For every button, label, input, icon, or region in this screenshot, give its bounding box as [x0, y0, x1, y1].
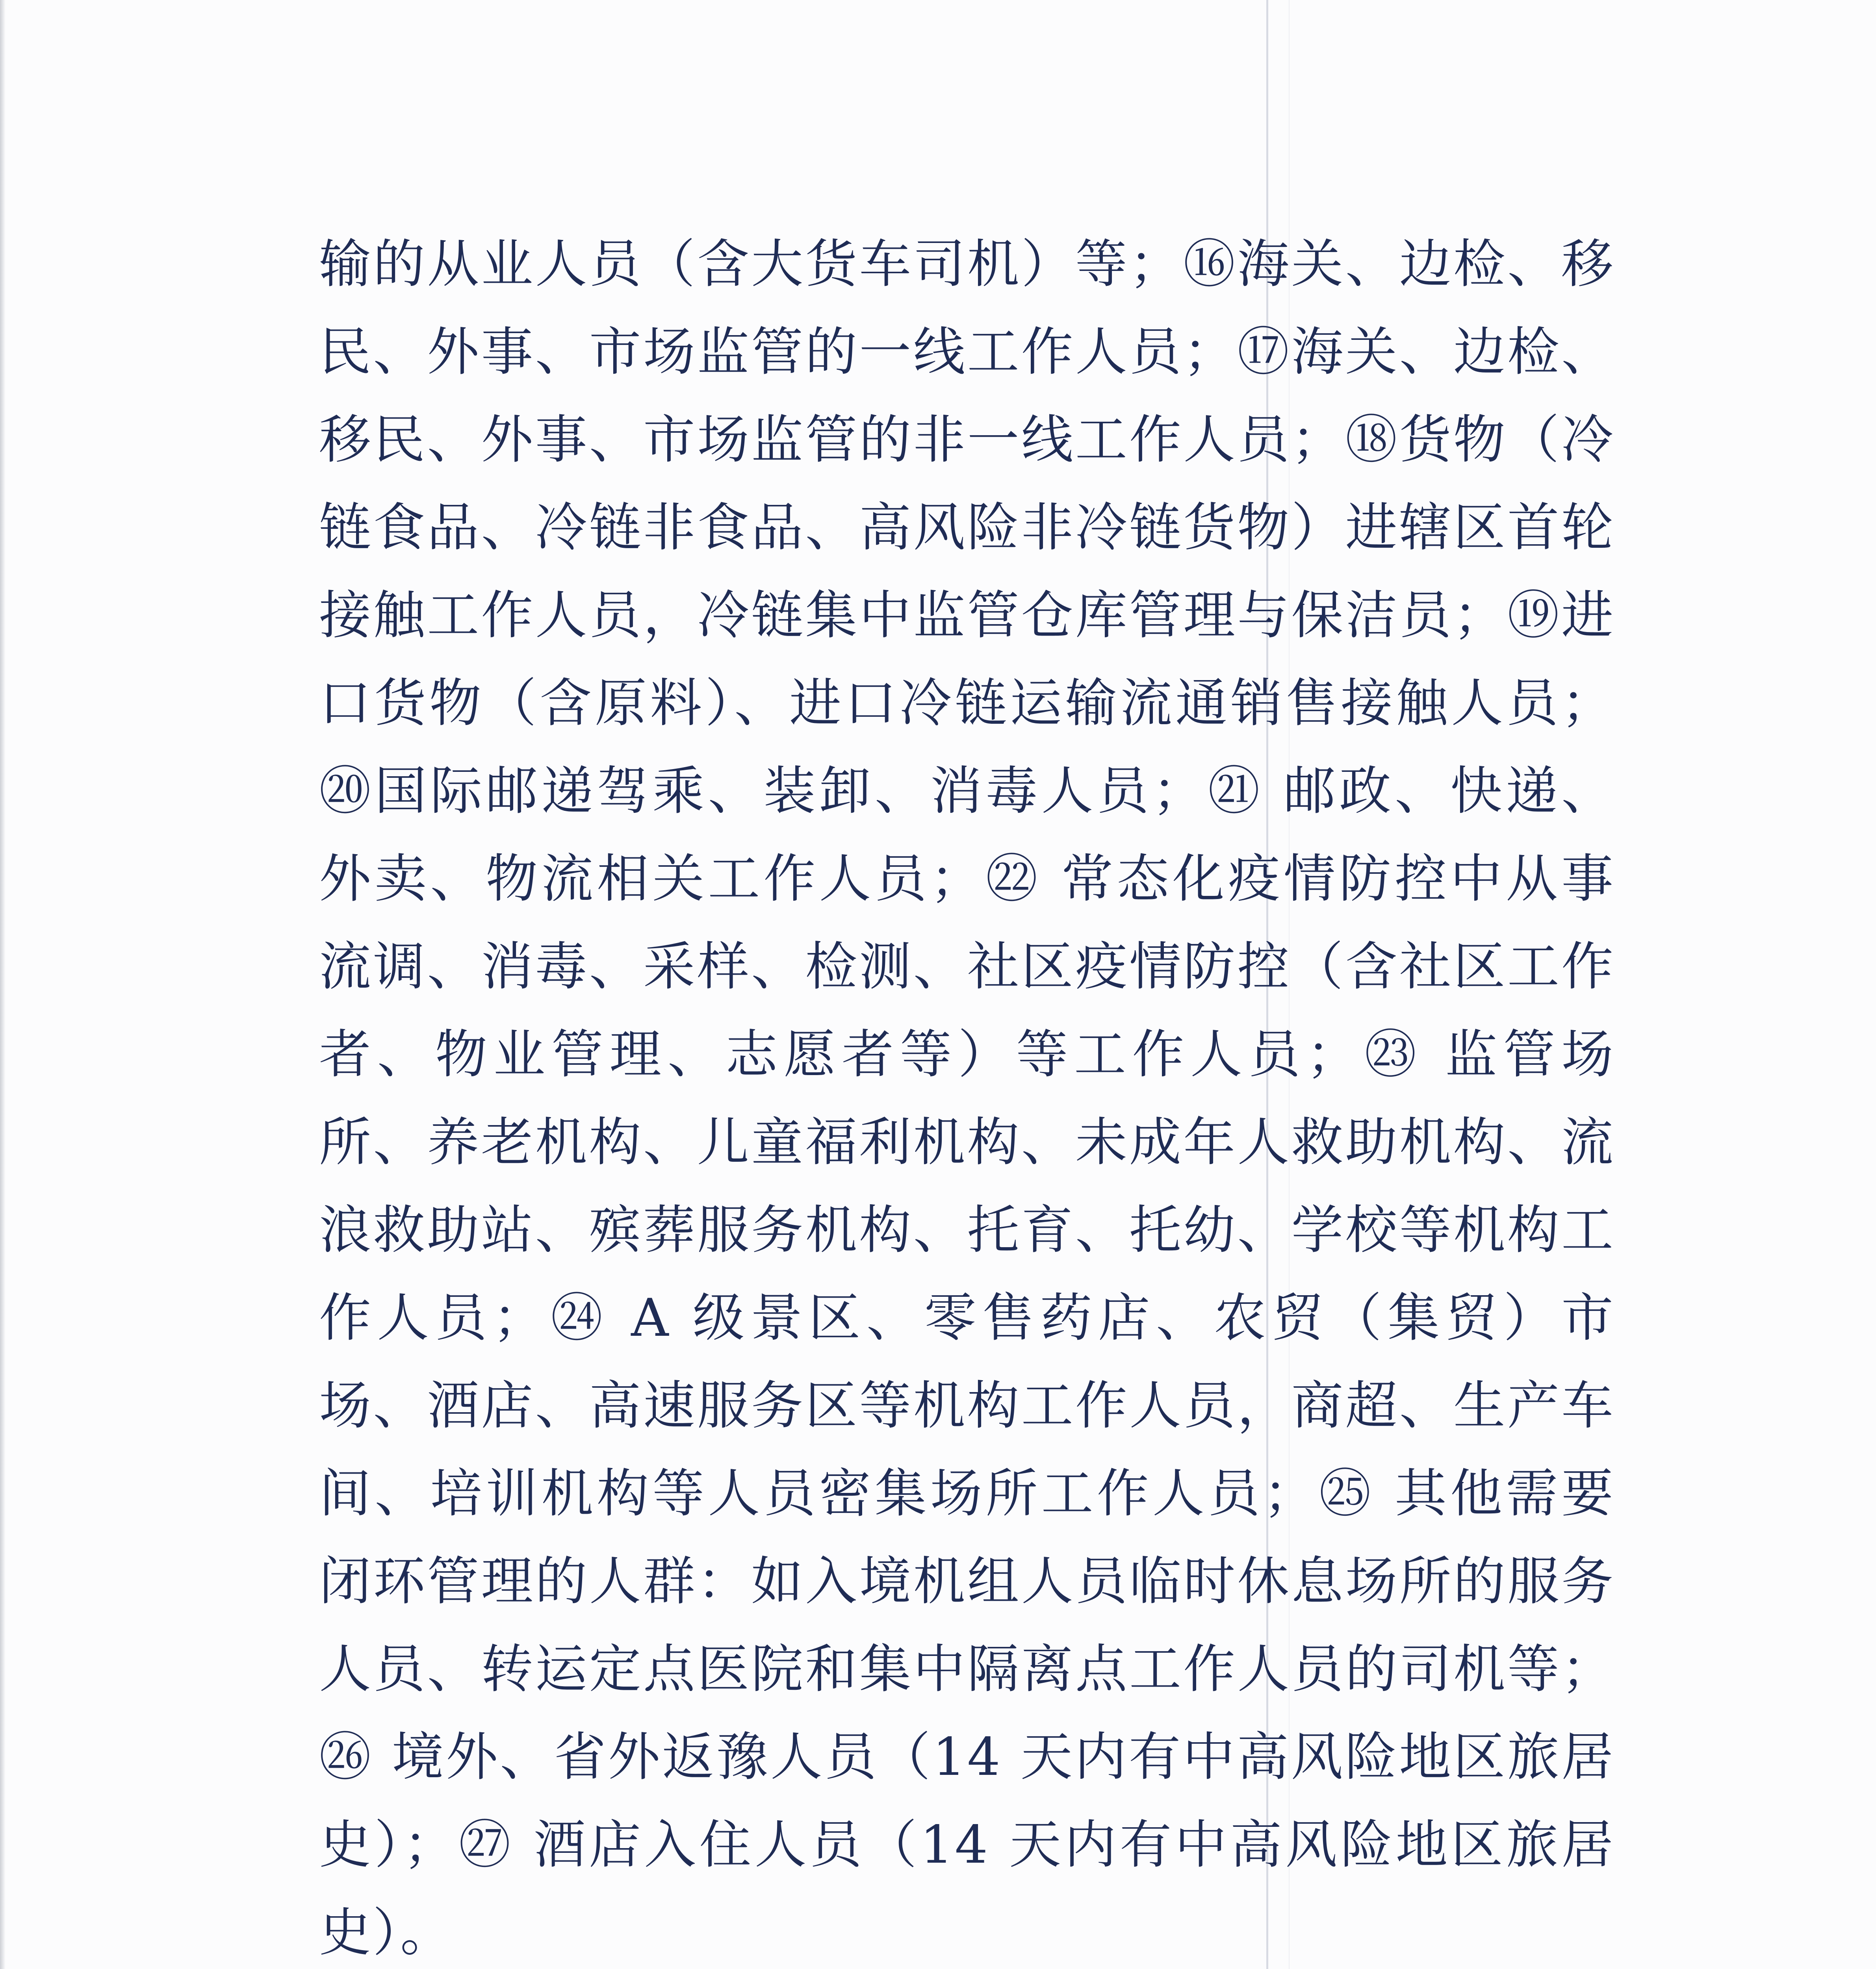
- scan-edge-shadow: [0, 0, 6, 1969]
- document-body: [319, 221, 1615, 1969]
- continuation-paragraph: 输的从业人员（含大货车司机）等；⑯海关、边检、移民、外事、市场监管的一线工作人员；⑰海关、边检、移民、外事、市场监管的非一线工作人员；⑱货物（冷链食品、冷链非食品、高风险非冷链货物）进辖区首轮接触工作人员，冷链集中监管仓库管理与保洁员；⑲进口货物（含原料）、进口冷链运输流通销售接触人员；⑳国际邮递驾乘、装卸、消毒人员；㉑ 邮政、快递、外卖、物流相关工作人员；㉒ 常态化疫情防控中从事流调、消毒、采样、检测、社区疫情防控（含社区工作者、物业管理、志愿者等）等工作人员；㉓ 监管场所、养老机构、儿童福利机构、未成年人救助机构、流浪救助站、殡葬服务机构、托育、托幼、学校等机构工作人员；㉔ A 级景区、零售药店、农贸（集贸）市场、酒店、高速服务区等机构工作人员，商超、生产车间、培训机构等人员密集场所工作人员；㉕ 其他需要闭环管理的人群：如入境机组人员临时休息场所的服务人员、转运定点医院和集中隔离点工作人员的司机等；㉖ 境外、省外返豫人员（14 天内有中高风险地区旅居史）；㉗ 酒店入住人员（14 天内有中高风险地区旅居史）。: [319, 234, 1615, 1963]
